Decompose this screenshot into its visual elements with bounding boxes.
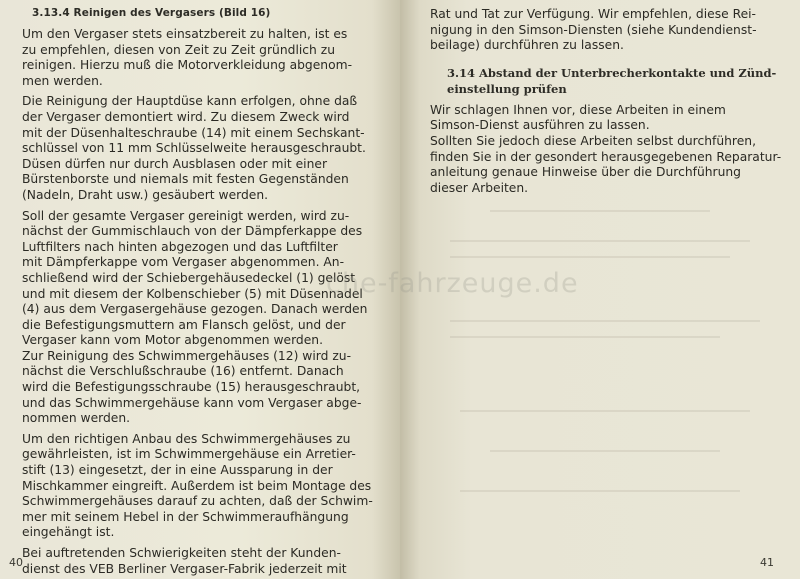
section-heading-3-13-4: 3.13.4 Reinigen des Vergasers (Bild 16) — [32, 7, 271, 19]
paragraph: Soll der gesamte Vergaser gereinigt werden, wird zu- nächst der Gummischlauch von der Dämpferkappe des Luftfilters nach hinten abgezogen und das Luftfilter mit Dämpferkappe vom Vergaser abgenommen. An- schließend wird der Schiebergehäusedeckel (1) gelöst und mit diesem der Kolbenschieber (5) mit Düsennadel (4) aus dem Vergasergehäuse gezogen. Danach werden die Befestigungsmuttern am Flansch gelöst, und der Vergaser kann vom Motor abgenommen werden. — [22, 208, 368, 348]
paragraph: Sollten Sie jedoch diese Arbeiten selbst durchführen, finden Sie in der gesondert herausgegebenen Reparatur- anleitung genaue Hinweise über die Durchführung dieser Arbeiten. — [430, 133, 782, 195]
paragraph: Bei auftretenden Schwierigkeiten steht der Kunden- dienst des VEB Berliner Vergaser-Fabrik jederzeit mit — [22, 546, 347, 576]
page-number: 40 — [9, 556, 23, 569]
paragraph: Wir schlagen Ihnen vor, diese Arbeiten in einem Simson-Dienst ausführen zu lassen. — [430, 102, 726, 133]
watermark: che-fahrzeuge.de — [326, 268, 579, 299]
show-through-lines — [430, 200, 780, 530]
paragraph: Die Reinigung der Hauptdüse kann erfolgen, ohne daß der Vergaser demontiert wird. Zu diesem Zweck wird mit der Düsenhalteschraube (14) mit einem Sechskant- schlüssel von 11 mm Schlüsselweite herausgeschraubt. Düsen dürfen nur durch Ausblasen oder mit einer Bürstenborste und niemals mit festen Gegenständen (Nadeln, Draht usw.) gesäubert werden. — [22, 94, 366, 202]
page-number: 41 — [760, 556, 774, 569]
paragraph: Um den richtigen Anbau des Schwimmergehäuses zu gewährleisten, ist im Schwimmergehäuse ein Arretier- stift (13) eingesetzt, der in eine Aussparung in der Mischkammer eingreift. Außerdem ist beim Montage des Schwimmergehäuses darauf zu achten, daß der Schwim- mer mit seinem Hebel in der Schwimmeraufhängung eingehängt ist. — [22, 431, 373, 540]
continuation-paragraph: Rat und Tat zur Verfügung. Wir empfehlen, diese Rei- nigung in den Simson-Diensten (siehe Kundendienst- beilage) durchführen zu lassen. — [430, 7, 757, 53]
section-heading-3-14: 3.14 Abstand der Unterbrecherkontakte und Zünd- einstellung prüfen — [447, 65, 777, 96]
paragraph: Um den Vergaser stets einsatzbereit zu halten, ist es zu empfehlen, diesen von Zeit zu Zeit gründlich zu reinigen. Hierzu muß die Motorverkleidung abgenom- men werden. — [22, 27, 353, 88]
right-page — [400, 0, 800, 579]
paragraph: Zur Reinigung des Schwimmergehäuses (12) wird zu- nächst die Verschlußschraube (16) entfernt. Danach wird die Befestigungsschraube (15) herausgeschraubt, und das Schwimmergehäuse kann vom Vergaser abge- nommen werden. — [22, 348, 362, 426]
